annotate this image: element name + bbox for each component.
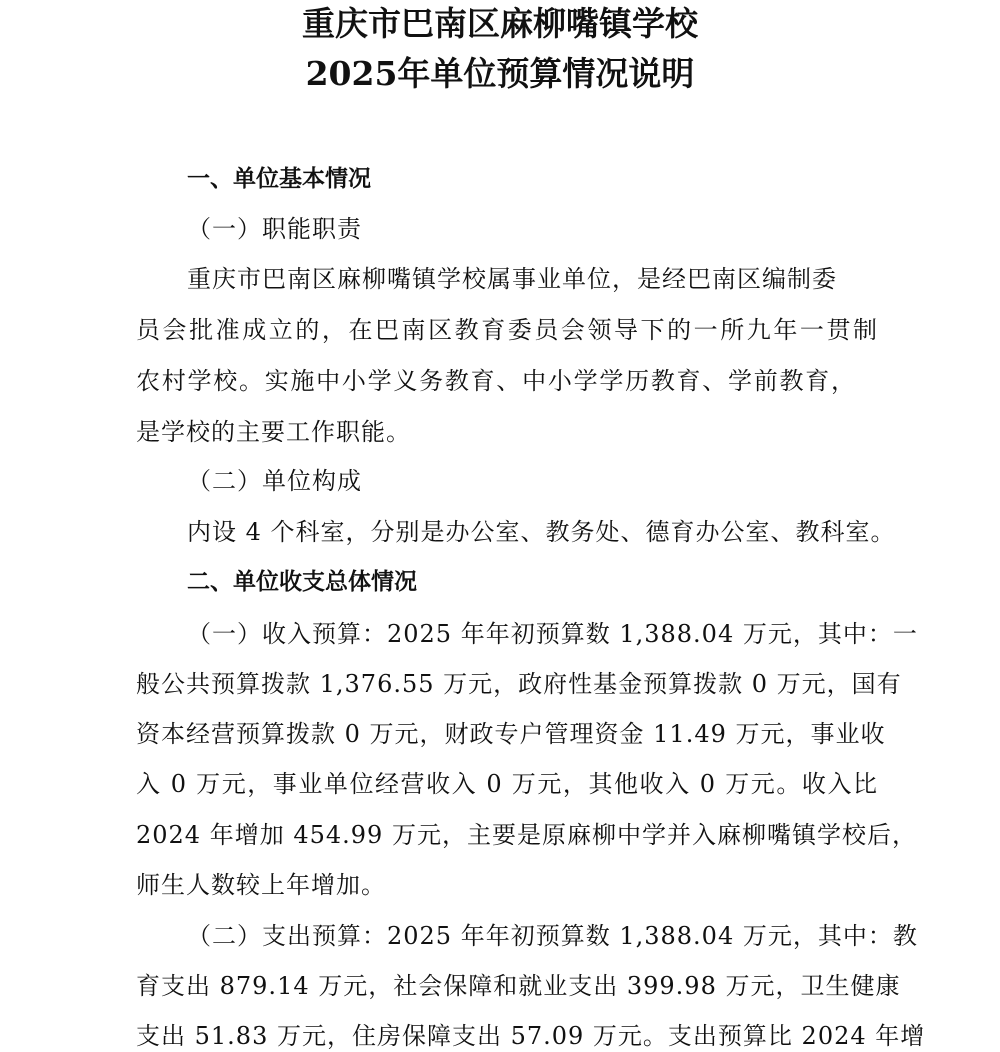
paragraph-line: （一）收入预算：2025 年年初预算数 1,388.04 万元，其中：一	[187, 620, 918, 648]
paragraph-line: 员会批准成立的，在巴南区教育委员会领导下的一所九年一贯制	[136, 316, 878, 344]
paragraph-line: （二）支出预算：2025 年年初预算数 1,388.04 万元，其中：教	[187, 922, 918, 950]
paragraph-line: 内设 4 个科室，分别是办公室、教务处、德育办公室、教科室。	[187, 518, 896, 546]
paragraph-line: 般公共预算拨款 1,376.55 万元，政府性基金预算拨款 0 万元，国有	[136, 670, 902, 698]
section-heading-basic-info: 一、单位基本情况	[187, 166, 371, 192]
paragraph-line: 是学校的主要工作职能。	[136, 418, 411, 446]
document-title-line-1: 重庆市巴南区麻柳嘴镇学校	[302, 4, 698, 43]
paragraph-line: 2024 年增加 454.99 万元，主要是原麻柳中学并入麻柳嘴镇学校后，	[136, 821, 917, 849]
paragraph-line: 支出 51.83 万元，住房保障支出 57.09 万元。支出预算比 2024 年增	[136, 1022, 926, 1050]
paragraph-line: 入 0 万元，事业单位经营收入 0 万元，其他收入 0 万元。收入比	[136, 770, 878, 798]
paragraph-line: 资本经营预算拨款 0 万元，财政专户管理资金 11.49 万元，事业收	[136, 720, 886, 748]
section-heading-income-expense: 二、单位收支总体情况	[187, 569, 417, 595]
document-title-line-2: 2025年单位预算情况说明	[305, 54, 695, 93]
paragraph-line: 育支出 879.14 万元，社会保障和就业支出 399.98 万元，卫生健康	[136, 972, 901, 1000]
subsection-heading-structure: （二）单位构成	[187, 467, 362, 495]
paragraph-line: 农村学校。实施中小学义务教育、中小学学历教育、学前教育，	[136, 367, 856, 395]
subsection-heading-functions: （一）职能职责	[187, 215, 362, 243]
paragraph-line: 师生人数较上年增加。	[136, 871, 386, 899]
paragraph-line: 重庆市巴南区麻柳嘴镇学校属事业单位，是经巴南区编制委	[187, 265, 837, 293]
